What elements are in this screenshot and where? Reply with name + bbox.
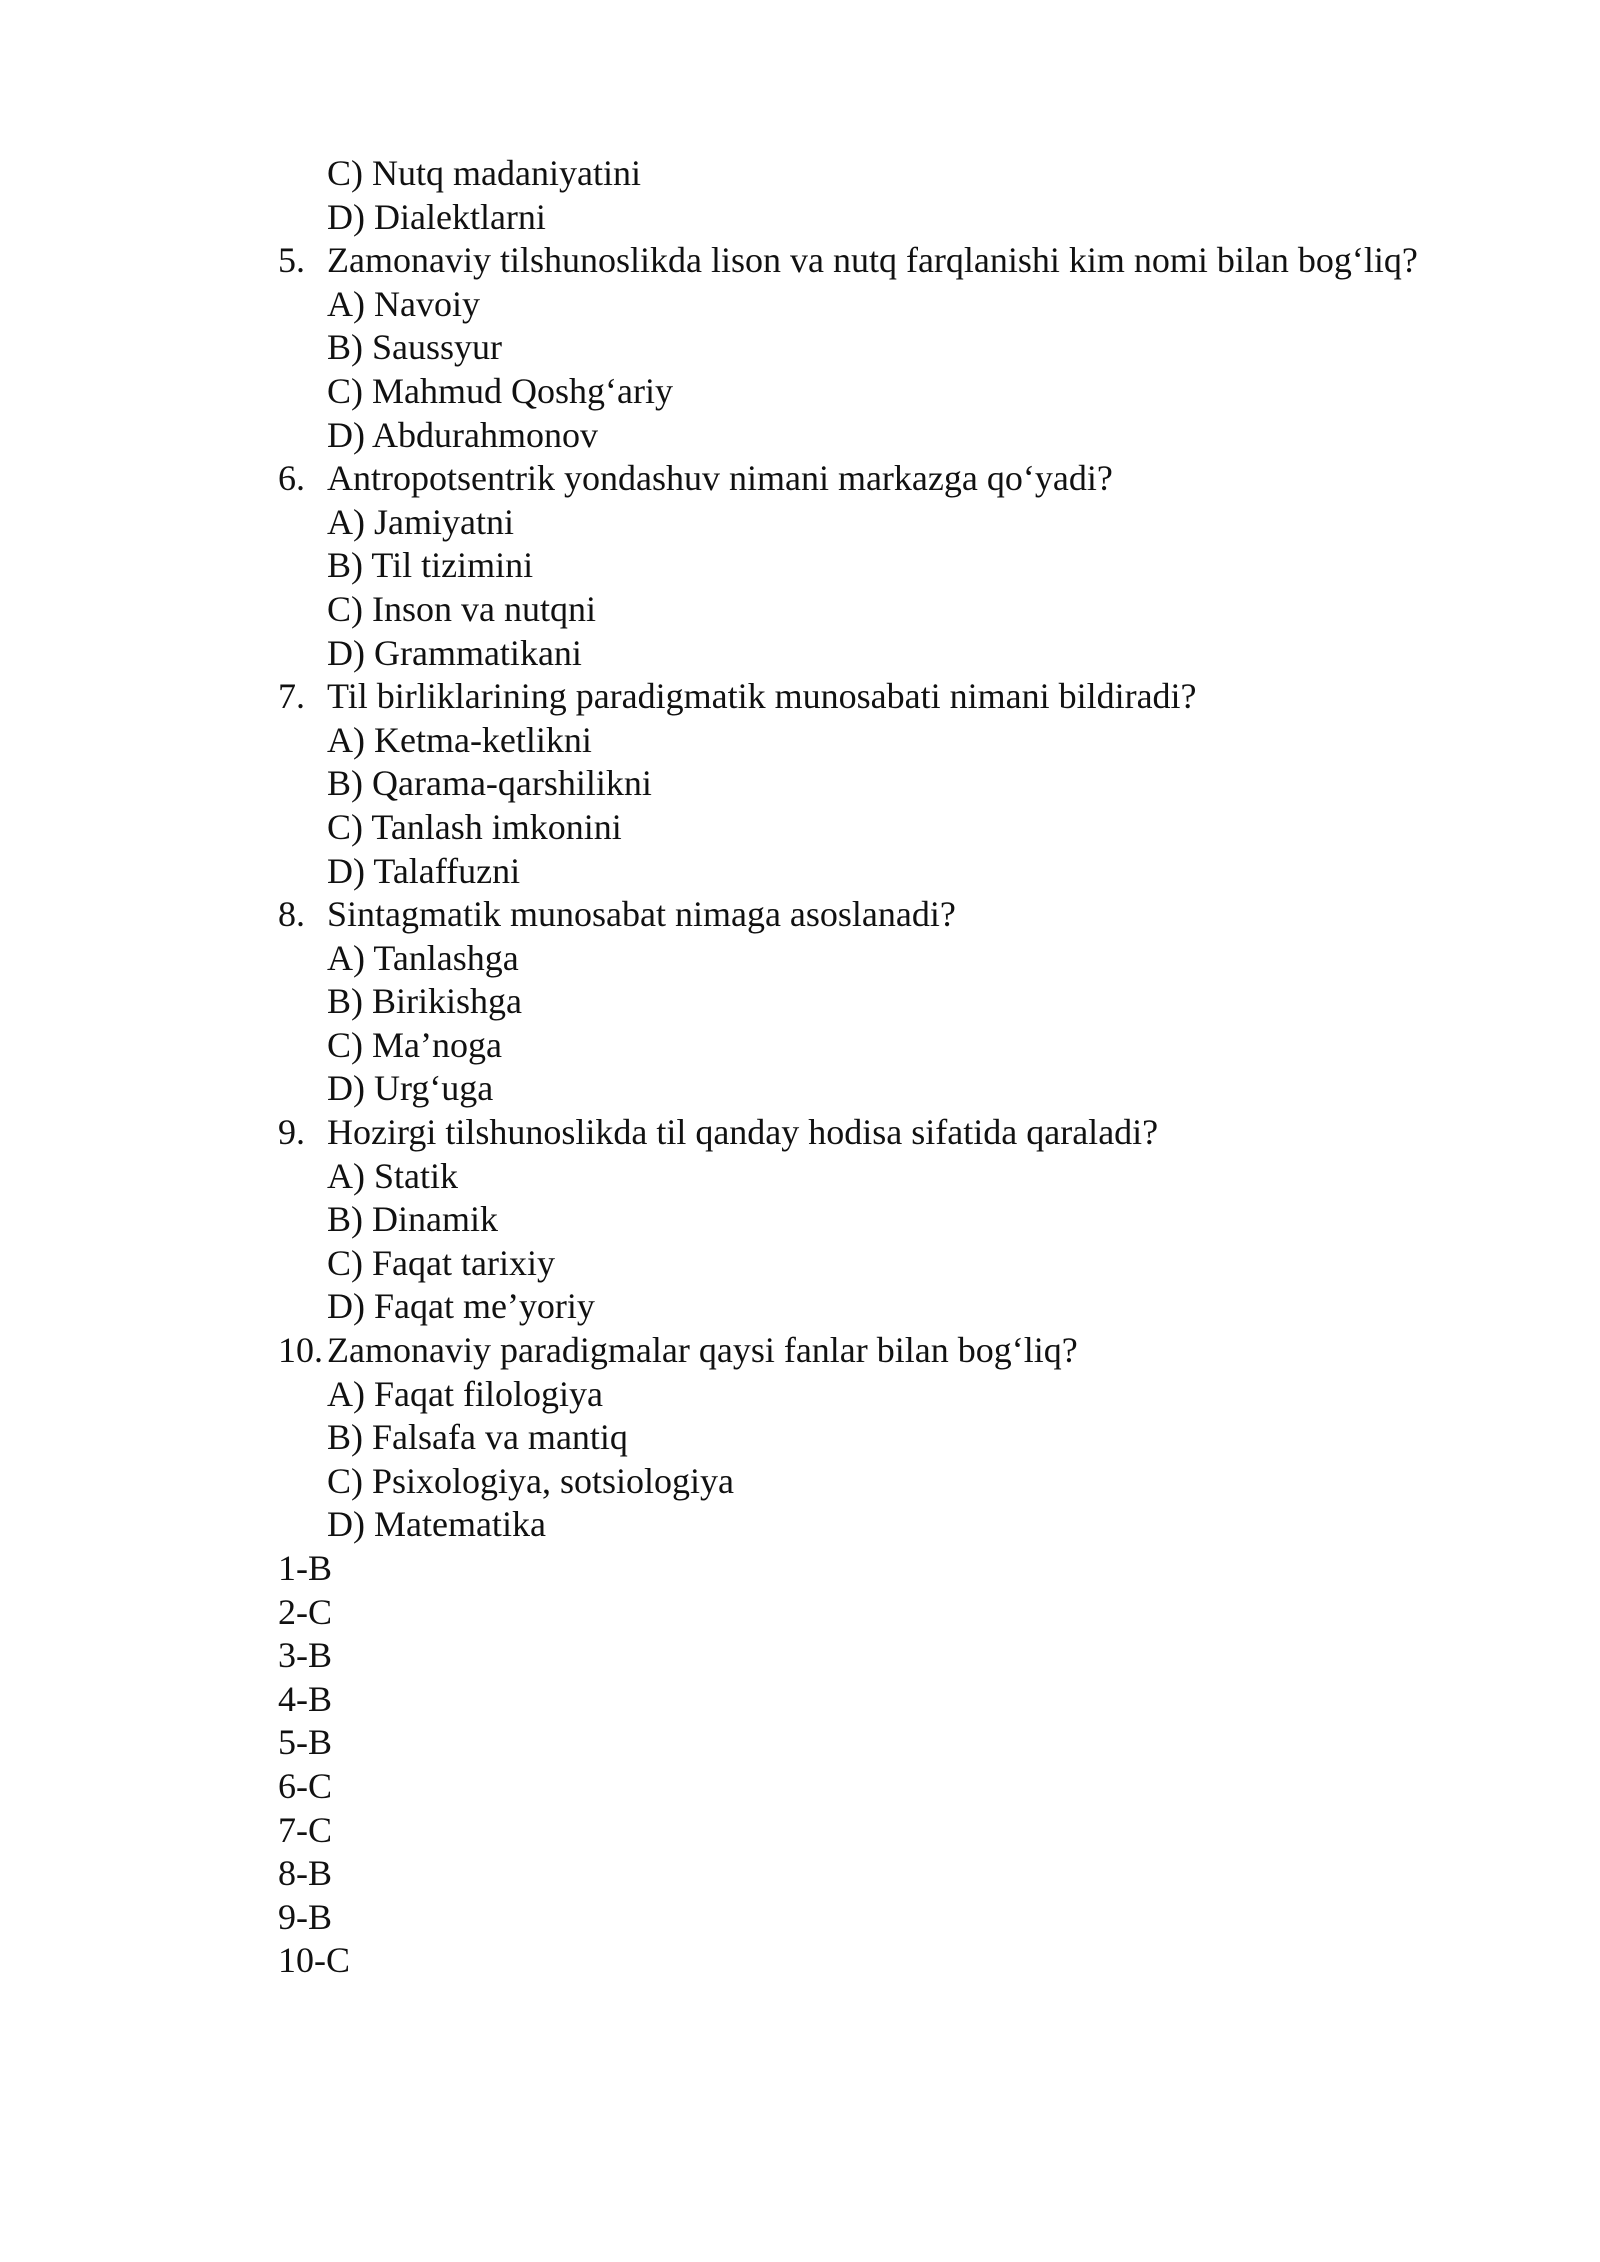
option-line: B) Qarama-qarshilikni (327, 763, 652, 804)
question-block (278, 239, 1498, 457)
question-number: 9. (278, 1112, 305, 1153)
option-line: C) Psixologiya, sotsiologiya (327, 1460, 735, 1501)
option-line: A) Faqat filologiya (327, 1373, 603, 1414)
question-line (278, 1111, 1498, 1155)
option-line: A) Jamiyatni (327, 501, 514, 542)
answer-key-item: 5-B (278, 1722, 332, 1763)
option-line: D) Matematika (327, 1504, 546, 1545)
question-line (278, 239, 1498, 283)
question-number: 7. (278, 676, 305, 717)
question-block (278, 675, 1498, 893)
carryover-options (278, 152, 1498, 239)
question-text: Zamonaviy paradigmalar qaysi fanlar bilan bog‘liq? (327, 1330, 1078, 1371)
question-number: 10. (278, 1330, 323, 1371)
answer-key-item: 8-B (278, 1853, 332, 1894)
question-block (278, 1111, 1498, 1329)
question-text: Zamonaviy tilshunoslikda lison va nutq farqlanishi kim nomi bilan bog‘liq? (327, 240, 1418, 281)
option-line: C) Faqat tarixiy (327, 1242, 555, 1283)
answer-key-item: 6-C (278, 1765, 332, 1806)
answer-key-item: 2-C (278, 1591, 332, 1632)
answer-key-item: 3-B (278, 1635, 332, 1676)
option-line: B) Falsafa va mantiq (327, 1417, 628, 1458)
option-line: D) Talaffuzni (327, 850, 521, 891)
option-line: A) Navoiy (327, 283, 480, 324)
question-block (278, 893, 1498, 1111)
question-line (278, 1329, 1498, 1373)
option-line: B) Dinamik (327, 1199, 498, 1240)
question-number: 5. (278, 240, 305, 281)
option-line: B) Birikishga (327, 981, 522, 1022)
answer-key-item: 7-C (278, 1809, 332, 1850)
option-line: D) Abdurahmonov (327, 414, 598, 455)
answer-key-item: 9-B (278, 1896, 332, 1937)
option-line: B) Saussyur (327, 327, 503, 368)
answer-key (278, 1547, 1498, 1983)
question-line (278, 893, 1498, 937)
option-line: A) Tanlashga (327, 937, 519, 978)
option-line: C) Ma’noga (327, 1024, 502, 1065)
option-line: A) Statik (327, 1155, 458, 1196)
option-line: C) Tanlash imkonini (327, 806, 622, 847)
option-line: C) Nutq madaniyatini (327, 153, 641, 193)
option-line: C) Inson va nutqni (327, 588, 596, 629)
question-block (278, 1329, 1498, 1547)
question-text: Til birliklarining paradigmatik munosabati nimani bildiradi? (327, 676, 1197, 717)
document-body (278, 152, 1498, 1983)
question-text: Antropotsentrik yondashuv nimani markazga qo‘yadi? (327, 458, 1113, 499)
option-line: D) Urg‘uga (327, 1068, 494, 1109)
question-block (278, 457, 1498, 675)
option-line: C) Mahmud Qoshg‘ariy (327, 370, 673, 411)
question-number: 6. (278, 458, 305, 499)
option-line: B) Til tizimini (327, 545, 534, 586)
question-text: Hozirgi tilshunoslikda til qanday hodisa sifatida qaraladi? (327, 1112, 1159, 1153)
question-line (278, 675, 1498, 719)
answer-key-item: 10-C (278, 1940, 350, 1981)
question-number: 8. (278, 894, 305, 935)
question-line (278, 457, 1498, 501)
option-line: D) Faqat me’yoriy (327, 1286, 595, 1327)
option-line: D) Grammatikani (327, 632, 582, 673)
answer-key-item: 1-B (278, 1548, 332, 1588)
option-line: D) Dialektlarni (327, 196, 546, 237)
answer-key-item: 4-B (278, 1678, 332, 1719)
question-text: Sintagmatik munosabat nimaga asoslanadi? (327, 894, 956, 935)
option-line: A) Ketma-ketlikni (327, 719, 592, 760)
